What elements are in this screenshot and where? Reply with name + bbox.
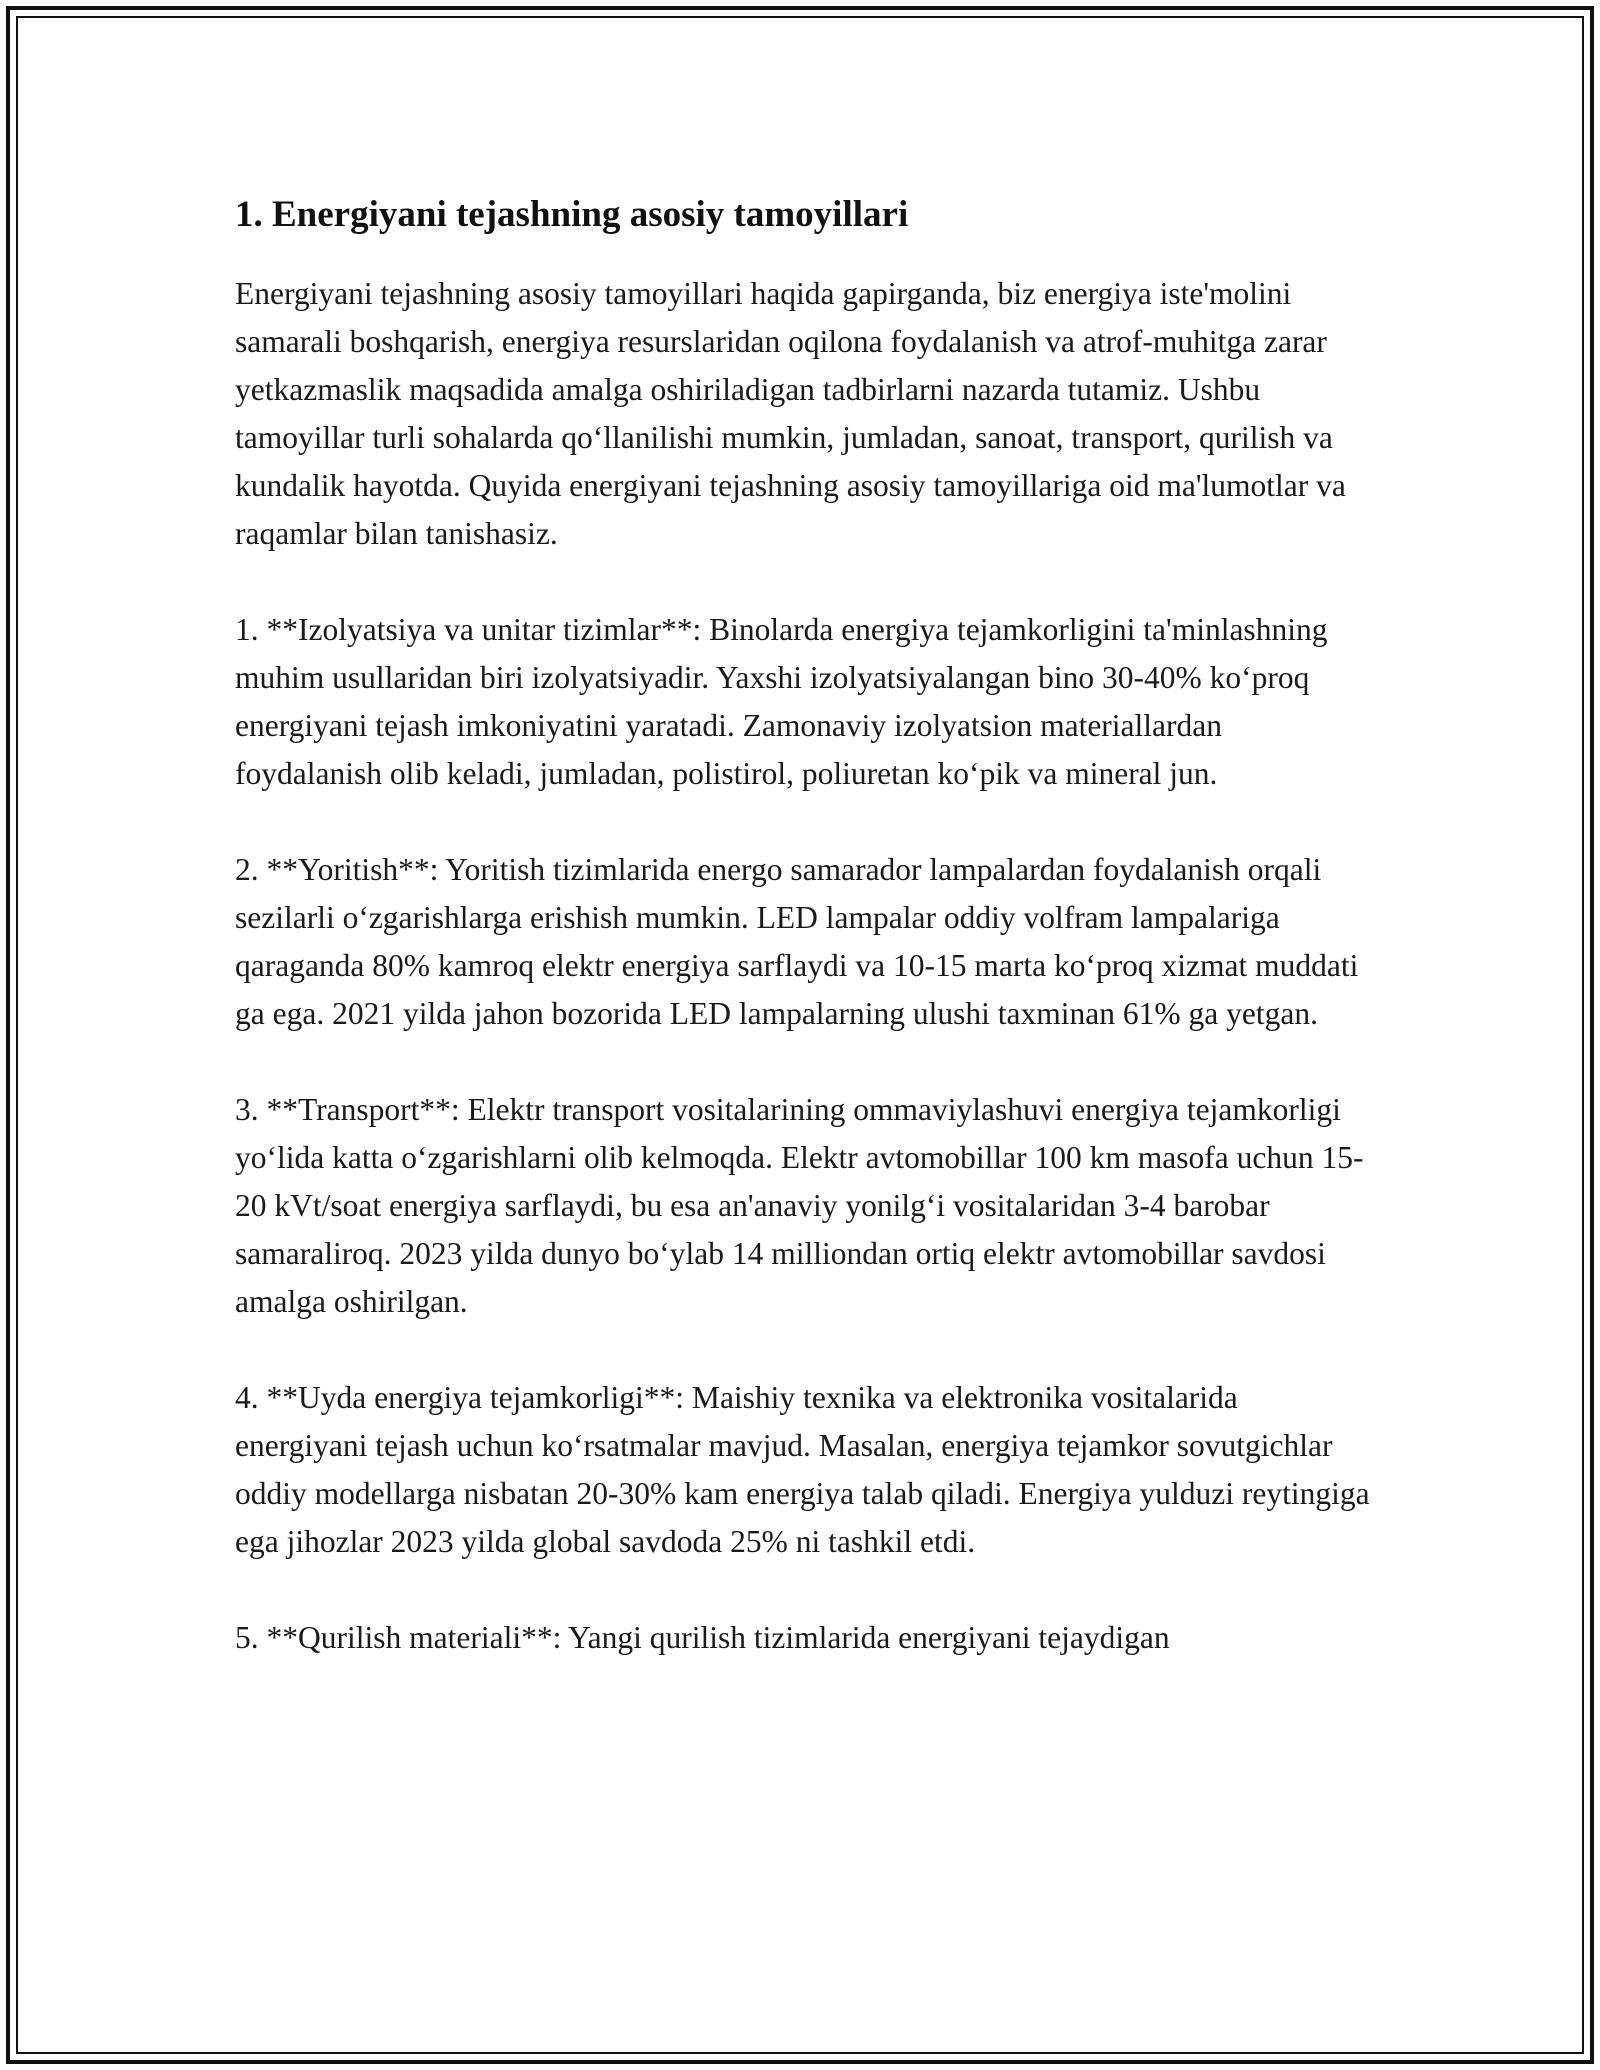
paragraph-transport: 3. **Transport**: Elektr transport vositalarining ommaviylashuvi energiya tejamkorligi yo‘lida katta o‘zgarishlarni olib kelmoqda. Elektr avtomobillar 100 km masofa uchun 15-20 kVt/soat energiya sarflaydi, bu esa an'anaviy yonilg‘i vositalaridan 3-4 barobar samaraliroq. 2023 yilda dunyo bo‘ylab 14 milliondan ortiq elektr avtomobillar savdosi amalga oshirilgan. xyxy=(235,1092,1364,1319)
paragraph-insulation: 1. **Izolyatsiya va unitar tizimlar**: Binolarda energiya tejamkorligini ta'minlashning muhim usullaridan biri izolyatsiyadir. Yaxshi izolyatsiyalangan bino 30-40% ko‘proq energiyani tejash imkoniyatini yaratadi. Zamonaviy izolyatsion materiallardan foydalanish olib keladi, jumladan, polistirol, poliuretan ko‘pik va mineral jun. xyxy=(235,612,1328,791)
section-title: 1. Energiyani tejashning asosiy tamoyillari xyxy=(235,194,909,235)
paragraph-construction-materials: 5. **Qurilish materiali**: Yangi qurilish tizimlarida energiyani tejaydigan xyxy=(235,1620,1170,1655)
intro-paragraph: Energiyani tejashning asosiy tamoyillari haqida gapirganda, biz energiya iste'molini samarali boshqarish, energiya resurslaridan oqilona foydalanish va atrof-muhitga zarar yetkazmaslik maqsadida amalga oshiriladigan tadbirlarni nazarda tutamiz. Ushbu tamoyillar turli sohalarda qo‘llanilishi mumkin, jumladan, sanoat, transport, qurilish va kundalik hayotda. Quyida energiyani tejashning asosiy tamoyillariga oid ma'lumotlar va raqamlar bilan tanishasiz. xyxy=(235,276,1346,551)
paragraph-home-efficiency: 4. **Uyda energiya tejamkorligi**: Maishiy texnika va elektronika vositalarida energiyani tejash uchun ko‘rsatmalar mavjud. Masalan, energiya tejamkor sovutgichlar oddiy modellarga nisbatan 20-30% kam energiya talab qiladi. Energiya yulduzi reytingiga ega jihozlar 2023 yilda global savdoda 25% ni tashkil etdi. xyxy=(235,1380,1370,1559)
paragraph-lighting: 2. **Yoritish**: Yoritish tizimlarida energo samarador lampalardan foydalanish orqali sezilarli o‘zgarishlarga erishish mumkin. LED lampalar oddiy volfram lampalariga qaraganda 80% kamroq elektr energiya sarflaydi va 10-15 marta ko‘proq xizmat muddati ga ega. 2021 yilda jahon bozorida LED lampalarning ulushi taxminan 61% ga yetgan. xyxy=(235,852,1359,1031)
document-body xyxy=(235,188,1375,1710)
